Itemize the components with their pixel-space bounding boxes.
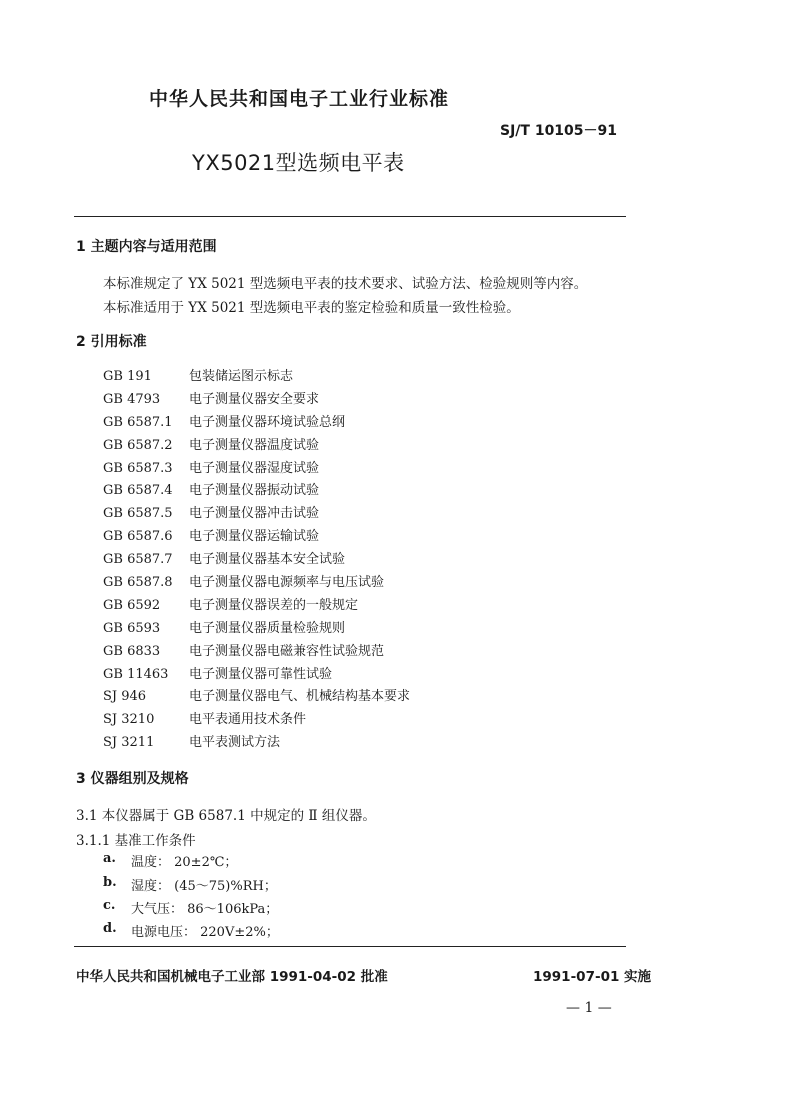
reference-list xyxy=(103,366,410,755)
document-title: YX5021型选频电平表 xyxy=(192,151,405,175)
reference-item xyxy=(103,412,410,435)
reference-code: SJ 3211 xyxy=(103,735,155,751)
reference-title: 电子测量仪器电源频率与电压试验 xyxy=(189,575,385,591)
condition-marker: c. xyxy=(103,898,116,913)
reference-title: 电子测量仪器电磁兼容性试验规范 xyxy=(189,643,385,659)
reference-code: SJ 3210 xyxy=(103,712,155,728)
condition-text: 湿度： (45～75)%RH； xyxy=(131,879,277,894)
section-3-heading: 3 仪器组别及规格 xyxy=(76,771,189,787)
condition-item xyxy=(103,875,277,894)
reference-item xyxy=(103,549,410,572)
section-1-heading: 1 主题内容与适用范围 xyxy=(76,239,217,255)
reference-title: 电子测量仪器安全要求 xyxy=(189,391,320,407)
condition-item xyxy=(103,898,278,917)
reference-title: 包装储运图示标志 xyxy=(189,369,294,384)
condition-item xyxy=(103,921,279,940)
standard-code: SJ/T 10105－91 xyxy=(500,123,618,139)
reference-item xyxy=(103,595,410,618)
reference-item xyxy=(103,572,410,595)
reference-code: GB 6587.4 xyxy=(103,483,173,499)
reference-code: GB 191 xyxy=(103,369,152,384)
reference-title: 电子测量仪器质量检验规则 xyxy=(189,620,346,636)
reference-title: 电子测量仪器基本安全试验 xyxy=(189,552,346,568)
section-1-paragraph-1: 本标准规定了 YX 5021 型选频电平表的技术要求、试验方法、检验规则等内容。 xyxy=(103,276,588,292)
reference-item xyxy=(103,618,410,641)
reference-code: GB 6587.5 xyxy=(103,506,173,522)
reference-code: SJ 946 xyxy=(103,689,147,705)
condition-text: 电源电压： 220V±2%； xyxy=(131,925,279,940)
reference-code: GB 6833 xyxy=(103,643,161,659)
reference-title: 电子测量仪器运输试验 xyxy=(189,529,320,545)
reference-item xyxy=(103,641,410,664)
reference-title: 电子测量仪器振动试验 xyxy=(189,483,320,499)
reference-code: GB 6587.7 xyxy=(103,552,173,568)
reference-title: 电子测量仪器温度试验 xyxy=(189,437,320,453)
reference-title: 电子测量仪器冲击试验 xyxy=(189,506,320,522)
reference-title: 电平表测试方法 xyxy=(189,735,281,751)
reference-code: GB 6587.3 xyxy=(103,460,173,476)
condition-text: 温度： 20±2℃； xyxy=(131,855,238,870)
section-1-paragraph-2: 本标准适用于 YX 5021 型选频电平表的鉴定检验和质量一致性检验。 xyxy=(103,300,520,316)
reference-item xyxy=(103,686,410,709)
org-title: 中华人民共和国电子工业行业标准 xyxy=(149,88,450,110)
bottom-divider xyxy=(74,946,626,947)
reference-item xyxy=(103,503,410,526)
reference-code: GB 6587.1 xyxy=(103,414,173,430)
reference-item xyxy=(103,458,410,481)
reference-code: GB 4793 xyxy=(103,391,161,407)
reference-title: 电平表通用技术条件 xyxy=(189,712,307,728)
reference-title: 电子测量仪器误差的一般规定 xyxy=(189,597,359,613)
reference-item xyxy=(103,732,410,755)
reference-item xyxy=(103,709,410,732)
clause-3-1: 3.1 本仪器属于 GB 6587.1 中规定的 Ⅱ 组仪器。 xyxy=(76,808,376,824)
reference-title: 电子测量仪器环境试验总纲 xyxy=(189,414,346,430)
condition-marker: a. xyxy=(103,851,116,866)
reference-code: GB 6593 xyxy=(103,620,161,636)
reference-title: 电子测量仪器电气、机械结构基本要求 xyxy=(189,689,411,705)
reference-code: GB 6587.2 xyxy=(103,437,173,453)
condition-item xyxy=(103,851,237,870)
clause-3-1-1: 3.1.1 基准工作条件 xyxy=(76,833,196,849)
section-2-heading: 2 引用标准 xyxy=(76,334,147,350)
implementation-date: 1991-07-01 实施 xyxy=(533,969,652,985)
issue-statement: 中华人民共和国机械电子工业部 1991-04-02 批准 xyxy=(76,969,388,985)
reference-item xyxy=(103,366,410,389)
reference-code: GB 6592 xyxy=(103,597,161,613)
condition-marker: b. xyxy=(103,875,117,890)
reference-item xyxy=(103,435,410,458)
condition-text: 大气压： 86～106kPa； xyxy=(131,902,279,917)
reference-item xyxy=(103,389,410,412)
reference-code: GB 11463 xyxy=(103,666,169,682)
reference-item xyxy=(103,664,410,687)
top-divider xyxy=(74,216,626,217)
condition-marker: d. xyxy=(103,921,117,936)
page-number: — 1 — xyxy=(566,1000,612,1016)
reference-item xyxy=(103,480,410,503)
reference-item xyxy=(103,526,410,549)
reference-code: GB 6587.8 xyxy=(103,575,173,591)
reference-title: 电子测量仪器可靠性试验 xyxy=(189,666,333,682)
reference-title: 电子测量仪器湿度试验 xyxy=(189,460,320,476)
reference-code: GB 6587.6 xyxy=(103,529,173,545)
